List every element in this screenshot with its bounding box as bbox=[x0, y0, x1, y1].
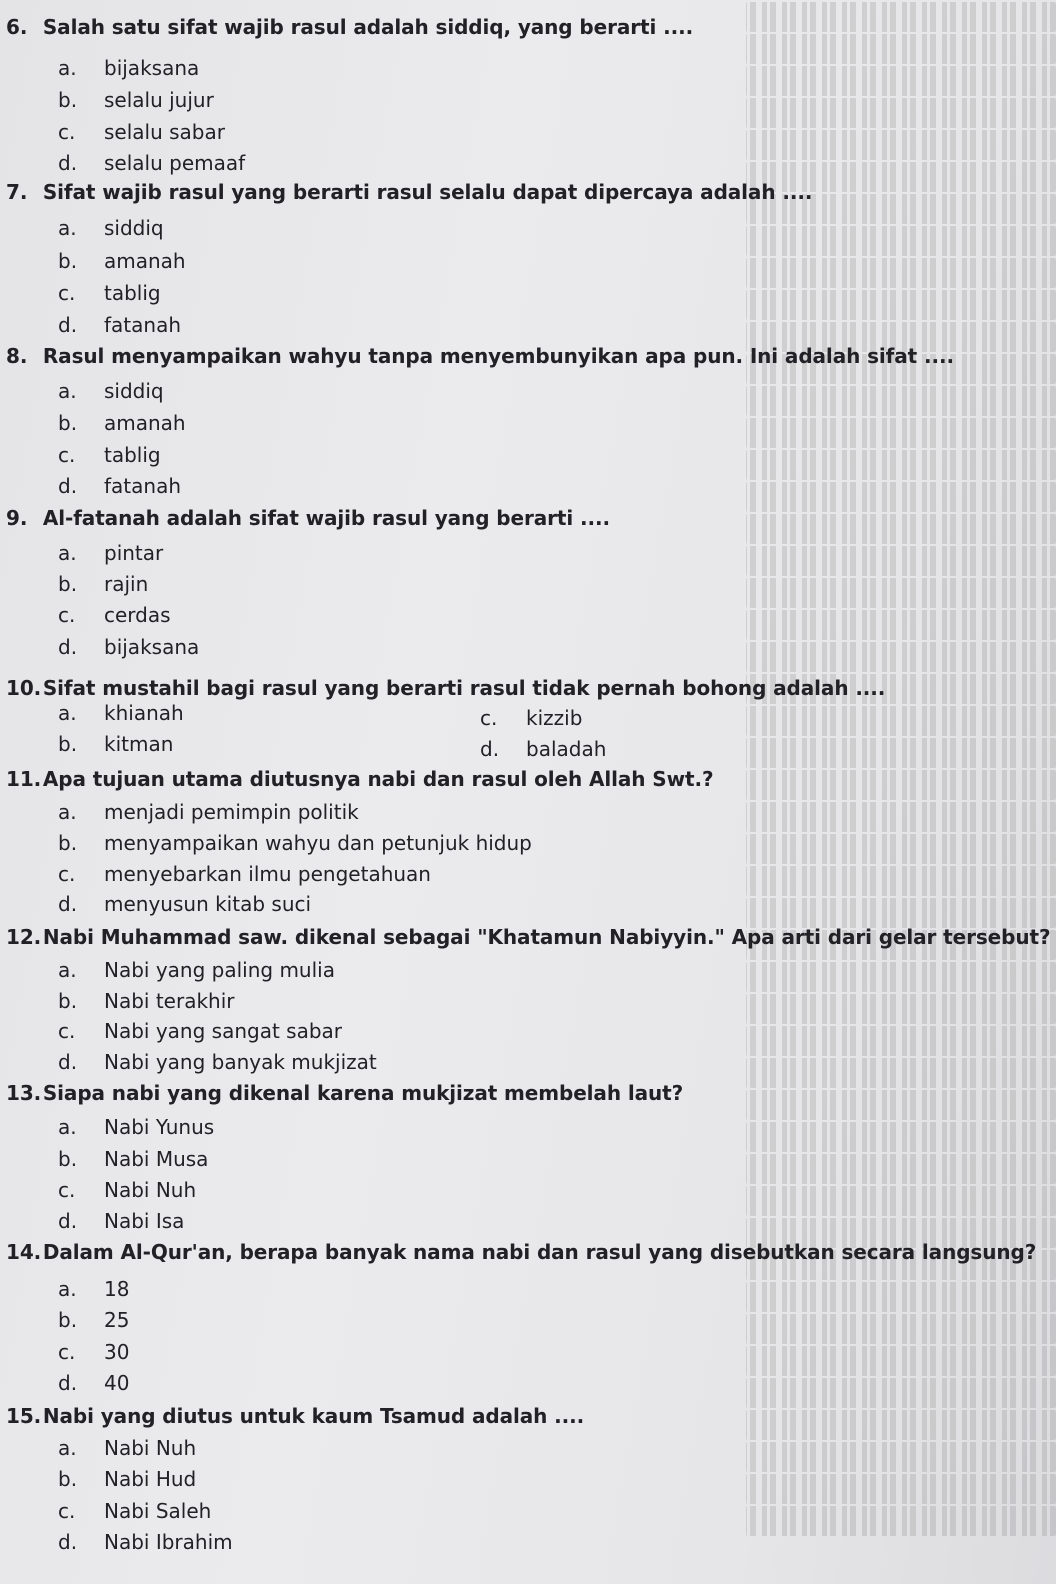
option-13a: a. Nabi Yunus bbox=[58, 1115, 215, 1139]
option-7a: a. siddiq bbox=[58, 216, 164, 240]
option-7d: d. fatanah bbox=[58, 313, 182, 337]
option-8a: a. siddiq bbox=[58, 379, 164, 403]
option-6b: b. selalu jujur bbox=[58, 88, 214, 112]
option-10c: c. kizzib bbox=[480, 706, 583, 730]
question-13: 13. Siapa nabi yang dikenal karena mukjizat membelah laut? bbox=[6, 1081, 684, 1105]
option-14b: b. 25 bbox=[58, 1308, 130, 1332]
option-7b: b. amanah bbox=[58, 249, 186, 273]
option-9b: b. rajin bbox=[58, 572, 149, 596]
question-8: 8. Rasul menyampaikan wahyu tanpa menyembunyikan apa pun. Ini adalah sifat .... bbox=[6, 344, 954, 368]
option-6d: d. selalu pemaaf bbox=[58, 151, 246, 175]
question-10: 10. Sifat mustahil bagi rasul yang berarti rasul tidak pernah bohong adalah .... bbox=[6, 676, 886, 700]
option-12d: d. Nabi yang banyak mukjizat bbox=[58, 1050, 377, 1074]
option-13c: c. Nabi Nuh bbox=[58, 1178, 197, 1202]
question-15: 15. Nabi yang diutus untuk kaum Tsamud adalah .... bbox=[6, 1404, 585, 1428]
option-9a: a. pintar bbox=[58, 541, 164, 565]
option-12a: a. Nabi yang paling mulia bbox=[58, 958, 335, 982]
question-7: 7. Sifat wajib rasul yang berarti rasul selalu dapat dipercaya adalah .... bbox=[6, 180, 813, 204]
option-9c: c. cerdas bbox=[58, 603, 171, 627]
option-14c: c. 30 bbox=[58, 1340, 130, 1364]
option-8c: c. tablig bbox=[58, 443, 161, 467]
option-11b: b. menyampaikan wahyu dan petunjuk hidup bbox=[58, 831, 532, 855]
option-6a: a. bijaksana bbox=[58, 56, 200, 80]
option-13d: d. Nabi Isa bbox=[58, 1209, 185, 1233]
option-15d: d. Nabi Ibrahim bbox=[58, 1530, 233, 1554]
question-6: 6. Salah satu sifat wajib rasul adalah siddiq, yang berarti .... bbox=[6, 15, 694, 39]
option-9d: d. bijaksana bbox=[58, 635, 200, 659]
option-12b: b. Nabi terakhir bbox=[58, 989, 235, 1013]
question-11: 11. Apa tujuan utama diutusnya nabi dan rasul oleh Allah Swt.? bbox=[6, 767, 714, 791]
option-12c: c. Nabi yang sangat sabar bbox=[58, 1019, 342, 1043]
option-15c: c. Nabi Saleh bbox=[58, 1499, 212, 1523]
option-10b: b. kitman bbox=[58, 732, 174, 756]
option-11a: a. menjadi pemimpin politik bbox=[58, 800, 359, 824]
option-15a: a. Nabi Nuh bbox=[58, 1436, 197, 1460]
question-14: 14. Dalam Al-Qur'an, berapa banyak nama nabi dan rasul yang disebutkan secara langsung? bbox=[6, 1240, 1037, 1264]
option-14d: d. 40 bbox=[58, 1371, 130, 1395]
option-11d: d. menyusun kitab suci bbox=[58, 892, 312, 916]
option-10d: d. baladah bbox=[480, 737, 607, 761]
option-8b: b. amanah bbox=[58, 411, 186, 435]
question-9: 9. Al-fatanah adalah sifat wajib rasul yang berarti .... bbox=[6, 506, 610, 530]
option-15b: b. Nabi Hud bbox=[58, 1467, 197, 1491]
option-14a: a. 18 bbox=[58, 1277, 130, 1301]
option-10a: a. khianah bbox=[58, 701, 184, 725]
question-12: 12. Nabi Muhammad saw. dikenal sebagai "Khatamun Nabiyyin." Apa arti dari gelar tersebut? bbox=[6, 925, 1051, 949]
option-7c: c. tablig bbox=[58, 281, 161, 305]
option-8d: d. fatanah bbox=[58, 474, 182, 498]
option-11c: c. menyebarkan ilmu pengetahuan bbox=[58, 862, 431, 886]
option-6c: c. selalu sabar bbox=[58, 120, 225, 144]
option-13b: b. Nabi Musa bbox=[58, 1147, 209, 1171]
